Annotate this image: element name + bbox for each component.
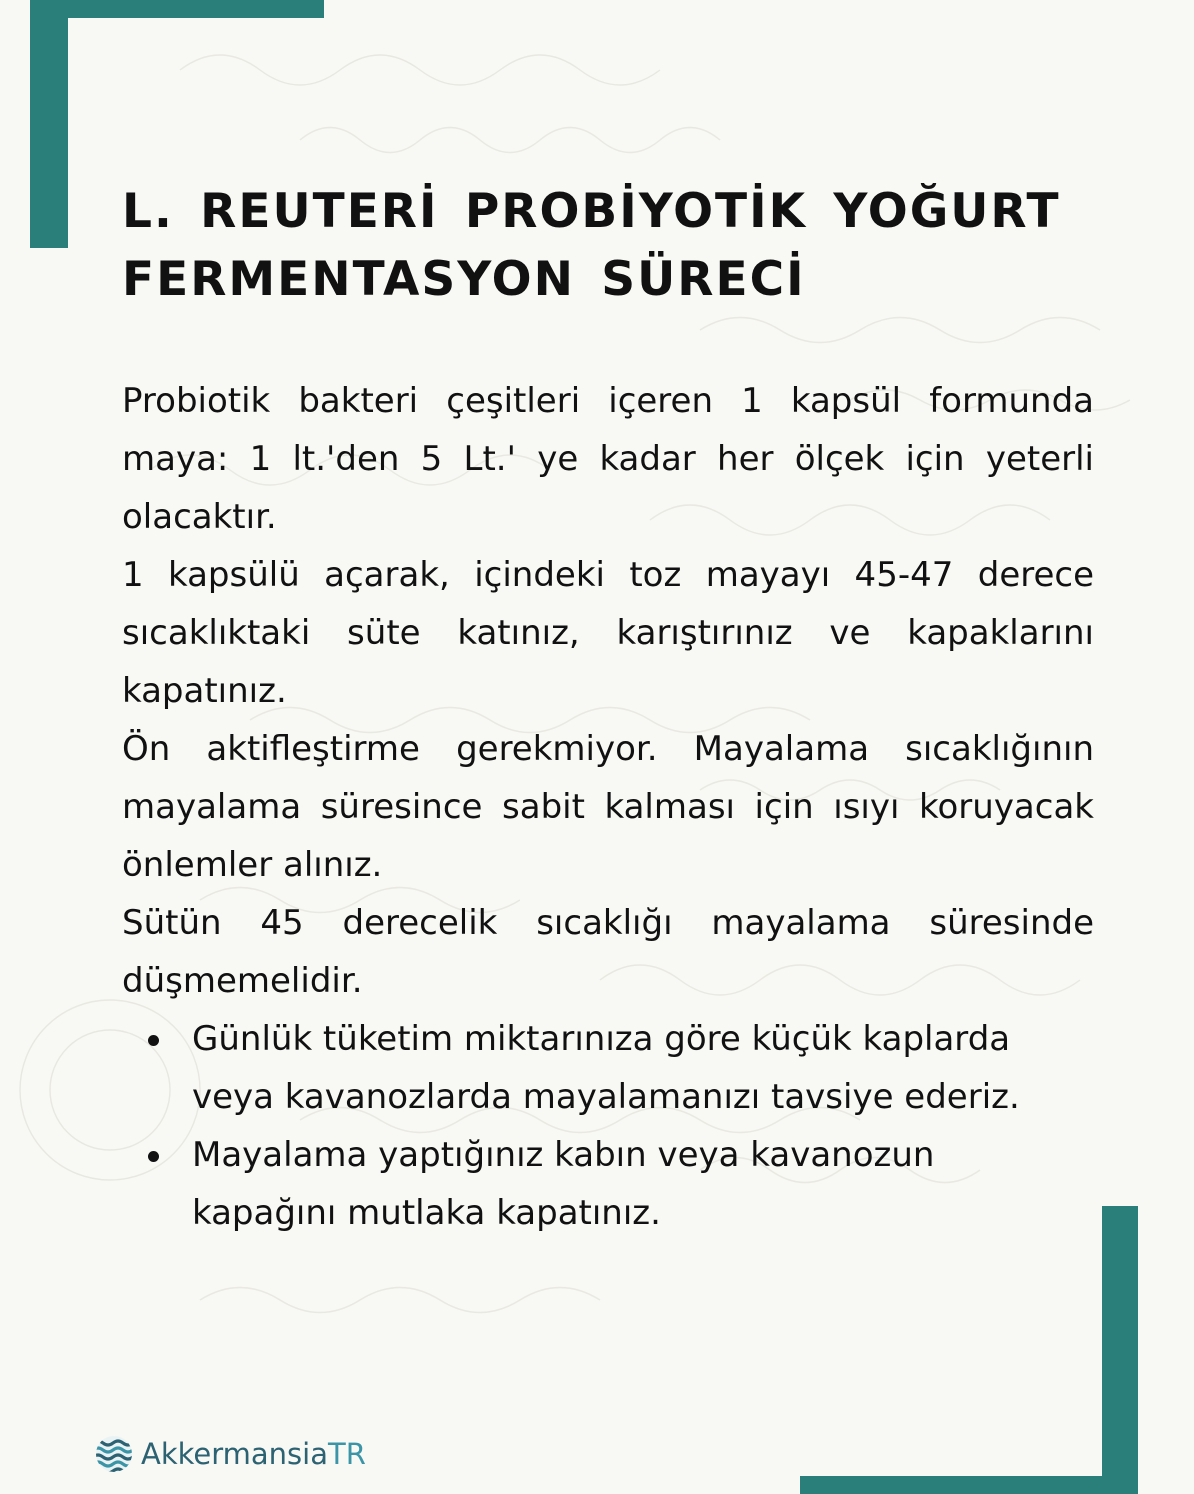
corner-bracket-bottom-right-horizontal — [800, 1476, 1138, 1494]
corner-bracket-top-left-vertical — [30, 0, 68, 248]
corner-bracket-top-left-horizontal — [30, 0, 324, 18]
list-item — [192, 1126, 1052, 1242]
paragraph-temperature-warning: Sütün 45 derecelik sıcaklığı mayalama süresinde düşmemelidir. — [122, 903, 1094, 1001]
paragraph-temperature-keeping: Ön aktifleştirme gerekmiyor. Mayalama sıcaklığının mayalama süresince sabit kalması için ısıyı koruyacak önlemler alınız. — [122, 729, 1094, 885]
paragraph-mixing-steps: 1 kapsülü açarak, içindeki toz mayayı 45-47 derece sıcaklıktaki süte katınız, karıştırınız ve kapaklarını kapatınız. — [122, 555, 1094, 711]
bullet-dot-icon — [148, 1151, 159, 1162]
title-line-1: L. REUTERİ PROBİYOTİK YOĞURT — [122, 184, 1061, 239]
list-item — [192, 1010, 1052, 1126]
paragraph-capsule-info: Probiotik bakteri çeşitleri içeren 1 kapsül formunda maya: 1 lt.'den 5 Lt.' ye kadar her ölçek için yeterli olacaktır. — [122, 381, 1094, 537]
brand-name-main: Akkermansia — [141, 1437, 328, 1471]
title-line-2: FERMENTASYON SÜRECİ — [122, 252, 806, 307]
tip-text: Mayalama yaptığınız kabın veya kavanozun kapağını mutlaka kapatınız. — [192, 1135, 935, 1233]
wave-globe-icon — [95, 1435, 133, 1473]
tip-text: Günlük tüketim miktarınıza göre küçük kaplarda veya kavanozlarda mayalamanızı tavsiye ederiz. — [192, 1019, 1020, 1117]
tips-list — [122, 1010, 1094, 1242]
brand-logo — [95, 1434, 366, 1474]
instructions-body — [122, 372, 1094, 1242]
page-title — [122, 178, 1082, 314]
brand-name — [141, 1434, 366, 1474]
corner-bracket-bottom-right-vertical — [1102, 1206, 1138, 1494]
bullet-dot-icon — [148, 1035, 159, 1046]
brand-name-suffix: TR — [328, 1437, 366, 1471]
